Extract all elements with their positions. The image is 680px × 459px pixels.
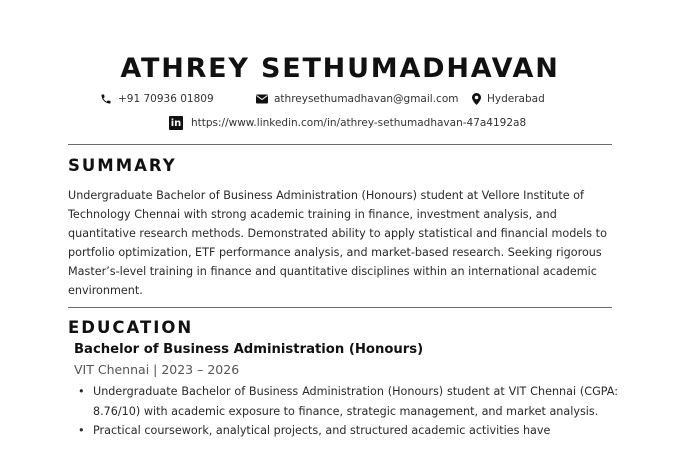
bullet-text: Practical coursework, analytical projects, and structured academic activities have: [93, 424, 551, 437]
contact-location: [472, 93, 545, 105]
email-address: athreysethumadhavan@gmail.com: [274, 93, 459, 105]
phone-number: +91 70936 01809: [118, 93, 214, 105]
bullet-text: Undergraduate Bachelor of Business Administration (Honours) student at VIT Chennai (CGPA: 8.76/10) with academic exposure to finance, strategic management, and market analysis.: [93, 385, 618, 418]
education-heading: EDUCATION: [68, 318, 194, 337]
list-item: [78, 382, 618, 421]
phone-icon: [100, 93, 112, 105]
candidate-name: ATHREY SETHUMADHAVAN: [120, 53, 560, 84]
location-text: Hyderabad: [487, 93, 545, 105]
bullet-icon: •: [78, 424, 85, 437]
divider: [68, 144, 612, 145]
education-bullets: [78, 382, 618, 441]
contact-email: [256, 93, 458, 105]
degree-title: Bachelor of Business Administration (Honours): [74, 342, 424, 357]
contact-linkedin[interactable]: [169, 116, 526, 130]
map-pin-icon: [472, 93, 481, 105]
divider: [68, 307, 612, 308]
contact-phone: [100, 93, 214, 105]
linkedin-url[interactable]: https://www.linkedin.com/in/athrey-sethumadhavan-47a4192a8: [191, 117, 527, 129]
summary-heading: SUMMARY: [68, 156, 177, 175]
bullet-icon: •: [78, 385, 85, 398]
list-item: [78, 421, 618, 441]
envelope-icon: [256, 94, 268, 104]
summary-text: Undergraduate Bachelor of Business Administration (Honours) student at Vellore Institute of Technology Chennai with strong academic training in finance, investment analysis, and quantitative research methods. Demonstrated ability to apply statistical and financial models to portfolio optimization, ETF performance analysis, and market-based research. Seeking rigorous Master’s-level training in finance and quantitative disciplines within an international academic environment.: [68, 189, 607, 297]
school-line: VIT Chennai | 2023 – 2026: [74, 362, 240, 377]
linkedin-icon: in: [170, 117, 182, 129]
